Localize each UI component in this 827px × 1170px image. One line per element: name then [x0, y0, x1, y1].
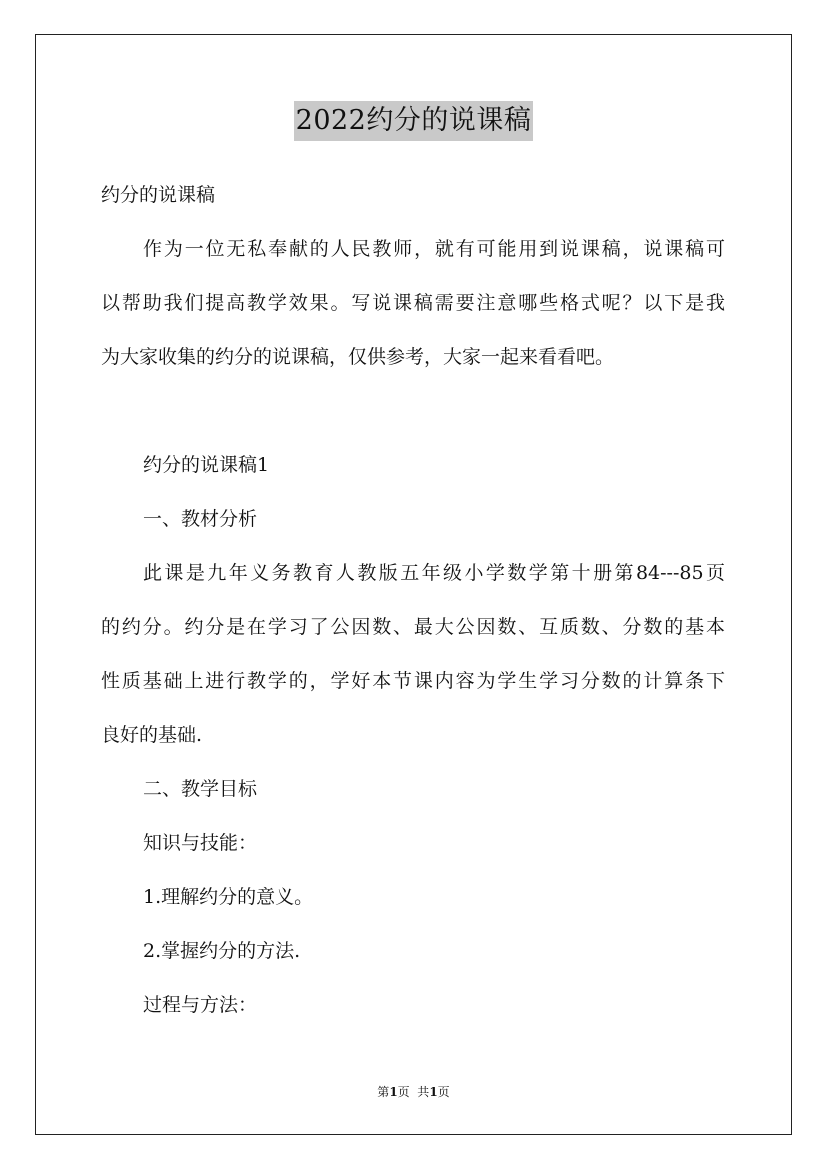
- document-subtitle: 约分的说课稿: [101, 184, 216, 206]
- analysis-line-1: 此课是九年义务教育人教版五年级小学数学第十册第84---85页: [143, 562, 725, 584]
- goal-item-1: 1.理解约分的意义。: [143, 886, 314, 908]
- footer-page-current: 1: [389, 1085, 398, 1099]
- analysis-line-2: 的约分。约分是在学习了公因数、最大公因数、互质数、分数的基本: [101, 616, 725, 638]
- heading-goals: 二、教学目标: [143, 778, 258, 800]
- title-container: [0, 101, 827, 141]
- footer-suffix: 页: [437, 1085, 450, 1099]
- process-label: 过程与方法：: [143, 994, 258, 1016]
- section-title: 约分的说课稿1: [143, 454, 270, 476]
- intro-line-1: 作为一位无私奉献的人民教师，就有可能用到说课稿，说课稿可: [143, 238, 725, 260]
- heading-materials: 一、教材分析: [143, 508, 258, 530]
- goal-item-2: 2.掌握约分的方法.: [143, 940, 301, 962]
- analysis-line-4: 良好的基础.: [101, 724, 203, 746]
- footer-mid: 页 共: [397, 1085, 430, 1099]
- analysis-line-3: 性质基础上进行教学的，学好本节课内容为学生学习分数的计算条下: [101, 670, 725, 692]
- footer-prefix: 第: [377, 1085, 390, 1099]
- page-footer: [0, 1084, 827, 1100]
- knowledge-label: 知识与技能：: [143, 832, 258, 854]
- document-title: 2022约分的说课稿: [294, 101, 534, 141]
- intro-line-2: 以帮助我们提高教学效果。写说课稿需要注意哪些格式呢？以下是我: [101, 292, 725, 314]
- footer-page-total: 1: [429, 1085, 438, 1099]
- intro-line-3: 为大家收集的约分的说课稿，仅供参考，大家一起来看看吧。: [101, 346, 615, 368]
